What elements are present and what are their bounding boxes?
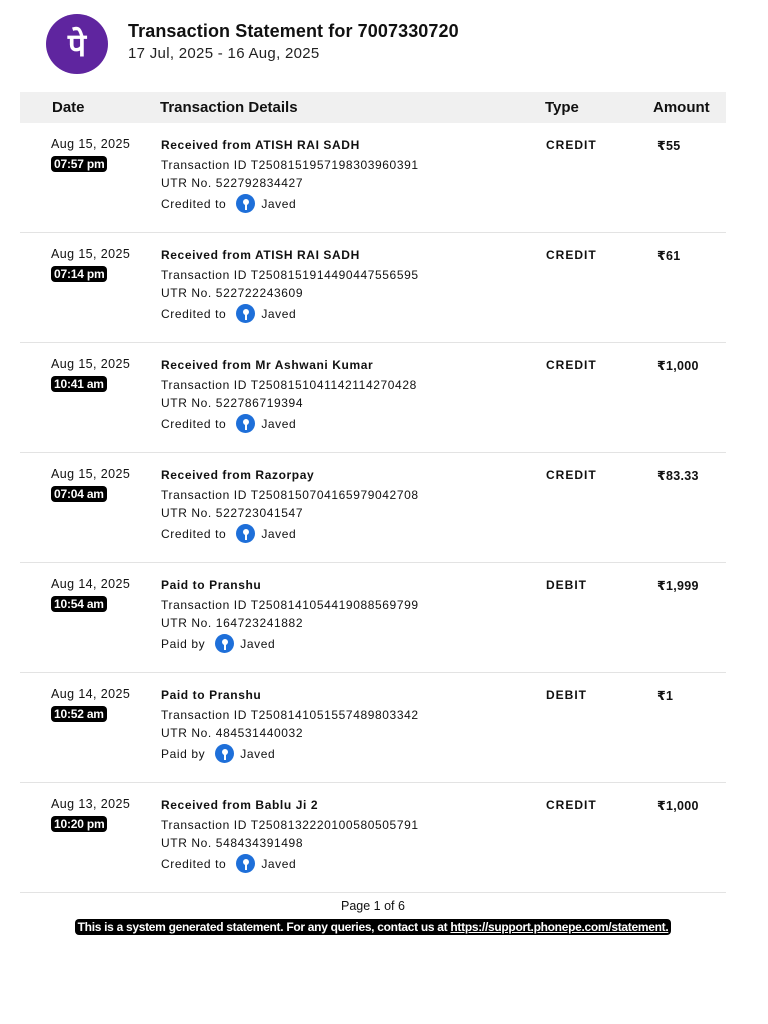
transaction-amount: ₹1,999 (657, 579, 699, 593)
utr-number: UTR No. 484531440032 (161, 726, 304, 740)
utr-number: UTR No. 522786719394 (161, 396, 304, 410)
statement-footer (20, 899, 726, 936)
transaction-time: 10:41 am (51, 376, 107, 392)
table-header (20, 92, 726, 123)
utr-number: UTR No. 522723041547 (161, 506, 304, 520)
transaction-party: Received from ATISH RAI SADH (161, 248, 360, 262)
transaction-type: CREDIT (546, 138, 597, 152)
statement-header (46, 14, 459, 74)
table-row (20, 343, 726, 453)
transaction-amount: ₹83.33 (657, 469, 699, 483)
transaction-date: Aug 15, 2025 (51, 137, 131, 151)
support-link[interactable]: https://support.phonepe.com/statement. (450, 920, 669, 934)
transaction-date: Aug 15, 2025 (51, 357, 131, 371)
bank-icon (236, 524, 255, 543)
account-label: Credited to (161, 196, 227, 211)
transaction-list (20, 123, 726, 893)
transaction-amount: ₹1,000 (657, 359, 699, 373)
title-block (128, 21, 459, 62)
table-row (20, 673, 726, 783)
utr-number: UTR No. 548434391498 (161, 836, 304, 850)
transaction-party: Received from Mr Ashwani Kumar (161, 358, 374, 372)
account-line (161, 524, 419, 543)
account-line (161, 304, 419, 323)
transaction-type: DEBIT (546, 688, 587, 702)
transaction-amount: ₹1 (657, 689, 674, 703)
transaction-id: Transaction ID T2508141054419088569799 (161, 598, 419, 612)
transaction-date-cell (51, 247, 130, 282)
account-label: Credited to (161, 416, 227, 431)
transaction-details (161, 138, 419, 213)
transaction-date-cell (51, 137, 130, 172)
transaction-party: Received from ATISH RAI SADH (161, 138, 360, 152)
transaction-type: CREDIT (546, 468, 597, 482)
transaction-date: Aug 15, 2025 (51, 467, 131, 481)
transaction-id: Transaction ID T2508151914490447556595 (161, 268, 419, 282)
transaction-details (161, 358, 417, 433)
table-row (20, 783, 726, 893)
transaction-details (161, 798, 419, 873)
account-name: Javed (261, 196, 297, 211)
transaction-type: CREDIT (546, 248, 597, 262)
account-name: Javed (240, 746, 276, 761)
column-header-date: Date (52, 99, 85, 116)
bank-icon (236, 194, 255, 213)
transaction-date: Aug 15, 2025 (51, 247, 131, 261)
transaction-party: Paid to Pranshu (161, 688, 262, 702)
transaction-amount: ₹55 (657, 139, 681, 153)
transaction-date: Aug 14, 2025 (51, 577, 131, 591)
account-line (161, 414, 417, 433)
account-label: Credited to (161, 306, 227, 321)
transaction-party: Received from Razorpay (161, 468, 315, 482)
transaction-party: Paid to Pranshu (161, 578, 262, 592)
account-name: Javed (261, 856, 297, 871)
phonepe-logo: पे (46, 14, 108, 74)
account-line (161, 194, 419, 213)
bank-icon (215, 634, 234, 653)
column-header-details: Transaction Details (160, 99, 298, 116)
transaction-party: Received from Bablu Ji 2 (161, 798, 319, 812)
bank-icon (236, 854, 255, 873)
account-name: Javed (261, 526, 297, 541)
transaction-date-cell (51, 797, 130, 832)
account-name: Javed (261, 306, 297, 321)
transaction-details (161, 578, 419, 653)
transaction-details (161, 248, 419, 323)
transaction-date: Aug 13, 2025 (51, 797, 131, 811)
transaction-time: 10:54 am (51, 596, 107, 612)
transaction-amount: ₹61 (657, 249, 681, 263)
bank-icon (236, 414, 255, 433)
transaction-date-cell (51, 357, 130, 392)
transaction-details (161, 468, 419, 543)
transaction-time: 10:52 am (51, 706, 107, 722)
transaction-time: 07:14 pm (51, 266, 107, 282)
utr-number: UTR No. 522792834427 (161, 176, 304, 190)
bank-icon (215, 744, 234, 763)
table-row (20, 563, 726, 673)
transaction-type: CREDIT (546, 358, 597, 372)
transaction-date-cell (51, 467, 130, 502)
transaction-time: 07:57 pm (51, 156, 107, 172)
account-label: Paid by (161, 636, 206, 651)
table-row (20, 123, 726, 233)
account-name: Javed (261, 416, 297, 431)
transaction-type: CREDIT (546, 798, 597, 812)
transaction-time: 07:04 am (51, 486, 107, 502)
transaction-amount: ₹1,000 (657, 799, 699, 813)
transaction-date: Aug 14, 2025 (51, 687, 131, 701)
column-header-type: Type (545, 99, 579, 116)
column-header-amount: Amount (653, 99, 710, 116)
page-number: Page 1 of 6 (341, 899, 405, 913)
notice-text: This is a system generated statement. For any queries, contact us at (77, 920, 451, 934)
transaction-date-cell (51, 577, 130, 612)
table-row (20, 233, 726, 343)
account-name: Javed (240, 636, 276, 651)
account-label: Credited to (161, 526, 227, 541)
utr-number: UTR No. 164723241882 (161, 616, 304, 630)
transaction-id: Transaction ID T2508151041142114270428 (161, 378, 417, 392)
transaction-time: 10:20 pm (51, 816, 107, 832)
date-range: 17 Jul, 2025 - 16 Aug, 2025 (128, 44, 320, 62)
transaction-details (161, 688, 419, 763)
page-title: Transaction Statement for 7007330720 (128, 20, 459, 41)
account-line (161, 854, 419, 873)
transaction-id: Transaction ID T2508150704165979042708 (161, 488, 419, 502)
account-label: Paid by (161, 746, 206, 761)
transaction-date-cell (51, 687, 130, 722)
transaction-type: DEBIT (546, 578, 587, 592)
account-line (161, 634, 419, 653)
bank-icon (236, 304, 255, 323)
account-line (161, 744, 419, 763)
transaction-id: Transaction ID T2508132220100580505791 (161, 818, 419, 832)
table-row (20, 453, 726, 563)
account-label: Credited to (161, 856, 227, 871)
system-notice (75, 919, 672, 935)
transaction-id: Transaction ID T2508141051557489803342 (161, 708, 419, 722)
utr-number: UTR No. 522722243609 (161, 286, 304, 300)
transaction-id: Transaction ID T2508151957198303960391 (161, 158, 419, 172)
